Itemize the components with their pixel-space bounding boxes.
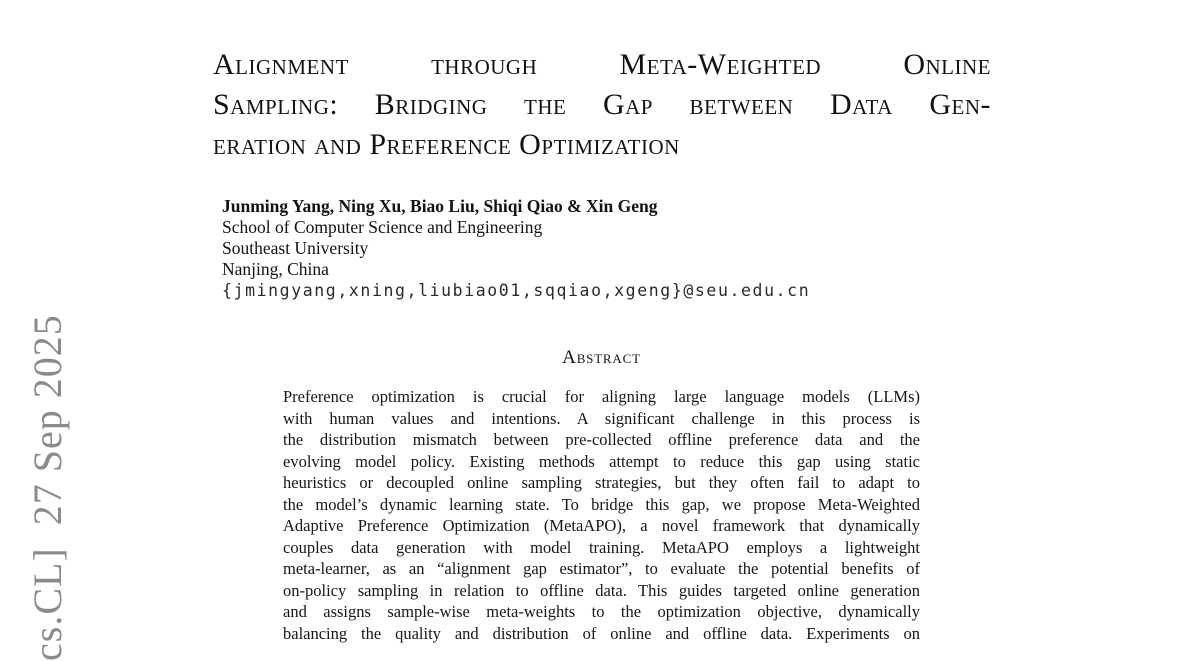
abstract-text-line: meta-learner, as an “alignment gap estimator”, to evaluate the potential benefits of (283, 559, 920, 578)
abstract-text-line: evolving model policy. Existing methods attempt to reduce this gap using static (283, 451, 920, 471)
paper-title-line: Sampling: Bridging the Gap between Data Gen- (213, 88, 991, 121)
author-names: Junming Yang, Ning Xu, Biao Liu, Shiqi Qiao & Xin Geng (222, 196, 658, 216)
abstract-text-line: Preference optimization is crucial for aligning large language models (LLMs) (283, 387, 920, 406)
paper-title-line: Alignment through Meta-Weighted Online (213, 48, 991, 81)
paper-title-line: eration and Preference Optimization (213, 128, 680, 161)
arxiv-watermark: cs.CL] 27 Sep 2025 (25, 314, 70, 661)
abstract-text-line: on-policy sampling in relation to offline data. This guides targeted online generation (283, 580, 920, 600)
abstract-text-line: couples data generation with model training. MetaAPO employs a lightweight (283, 537, 920, 557)
author-emails: {jmingyang,xning,liubiao01,sqqiao,xgeng}@seu.edu.cn (222, 281, 811, 300)
abstract-text-line: Adaptive Preference Optimization (MetaAPO), a novel framework that dynamically (283, 516, 920, 535)
abstract-text-line: with human values and intentions. A significant challenge in this process is (283, 408, 920, 428)
abstract-text-line: the distribution mismatch between pre-collected offline preference data and the (283, 430, 920, 449)
abstract-text (283, 386, 920, 644)
abstract-heading: Abstract (562, 347, 641, 368)
affiliation-line: School of Computer Science and Engineering (222, 217, 543, 237)
author-block (222, 196, 810, 302)
affiliation-line: Southeast University (222, 238, 369, 258)
abstract-text-line: and assigns sample-wise meta-weights to the optimization objective, dynamically (283, 602, 920, 621)
paper-title (213, 45, 991, 165)
abstract-text-line: balancing the quality and distribution of online and offline data. Experiments on (283, 623, 920, 643)
abstract-text-line: the model’s dynamic learning state. To bridge this gap, we propose Meta-Weighted (283, 494, 920, 514)
abstract-text-line: heuristics or decoupled online sampling strategies, but they often fail to adapt to (283, 473, 920, 492)
affiliation-line: Nanjing, China (222, 259, 329, 279)
